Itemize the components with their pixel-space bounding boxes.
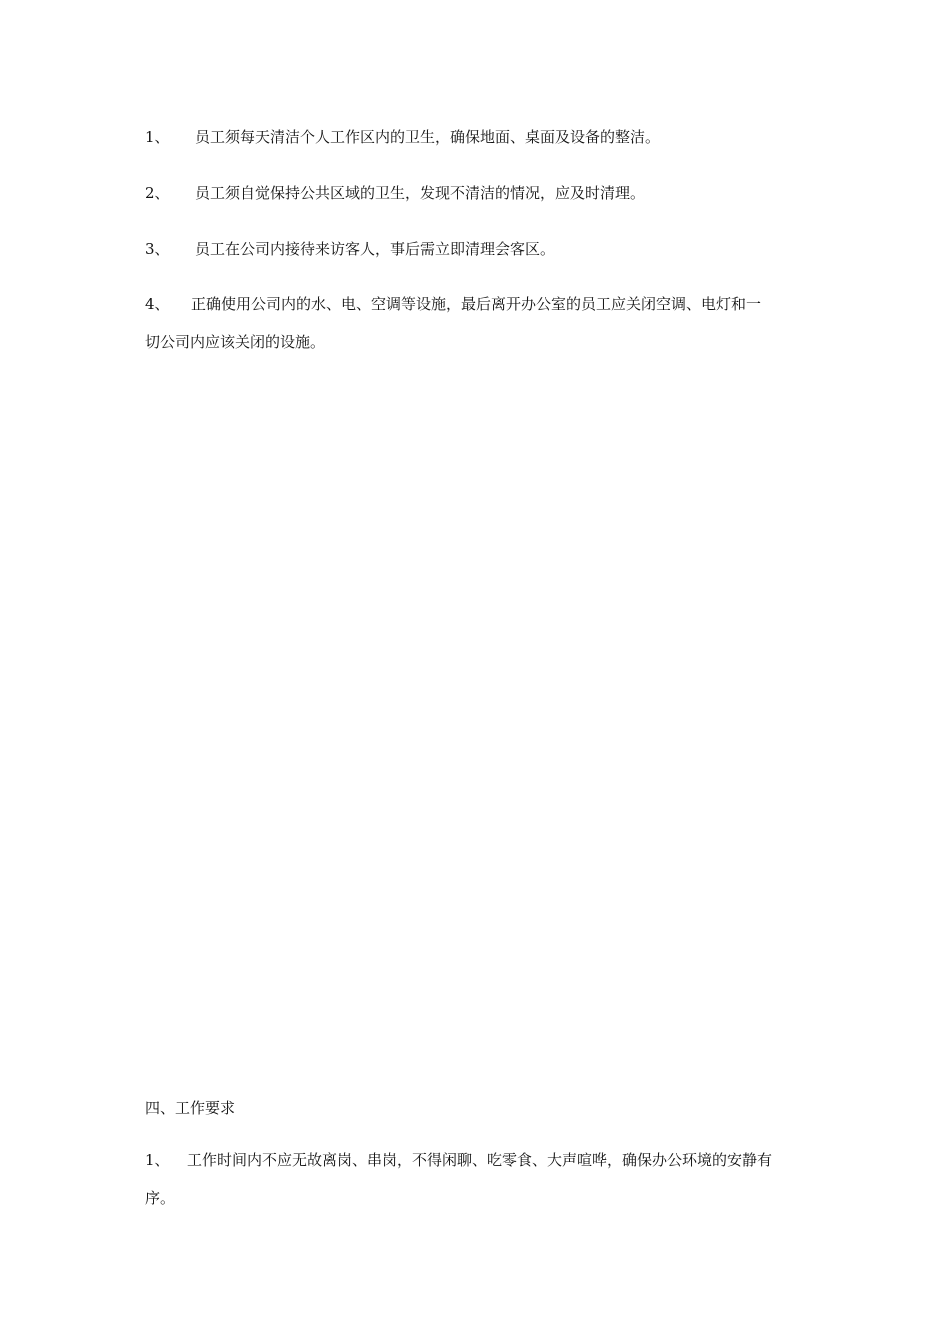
item-number: 3、 — [145, 240, 170, 258]
item-number: 4、 — [145, 295, 170, 313]
item-number: 1、 — [145, 128, 170, 146]
list-item — [145, 1141, 815, 1179]
item-text: 员工须每天清洁个人工作区内的卫生，确保地面、桌面及设备的整洁。 — [195, 128, 661, 146]
list-item — [145, 285, 815, 323]
item-text-line2: 切公司内应该关闭的设施。 — [145, 333, 326, 351]
list-item-continuation — [145, 323, 815, 361]
list-item — [145, 174, 815, 212]
item-number: 1、 — [145, 1151, 170, 1169]
list-item — [145, 230, 815, 268]
item-text-line1: 正确使用公司内的水、电、空调等设施，最后离开办公室的员工应关闭空调、电灯和一 — [191, 295, 762, 313]
item-text-line1: 工作时间内不应无故离岗、串岗，不得闲聊、吃零食、大声喧哗，确保办公环境的安静有 — [187, 1151, 773, 1169]
item-text-line2: 序。 — [145, 1189, 176, 1207]
list-item-continuation — [145, 1179, 815, 1217]
item-text: 员工在公司内接待来访客人，事后需立即清理会客区。 — [195, 240, 556, 258]
item-number: 2、 — [145, 184, 170, 202]
item-text: 员工须自觉保持公共区域的卫生，发现不清洁的情况，应及时清理。 — [195, 184, 646, 202]
section-heading: 四、工作要求 — [145, 1099, 236, 1117]
list-item — [145, 118, 815, 156]
